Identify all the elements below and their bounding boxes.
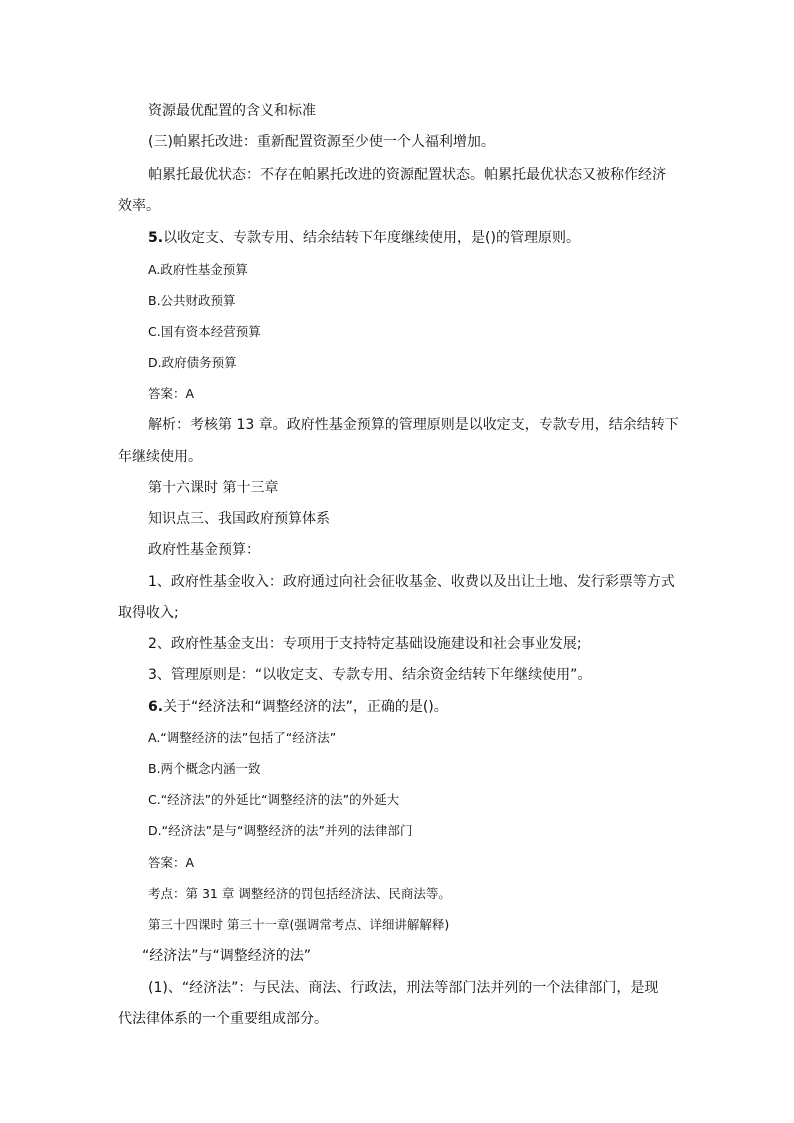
paragraph: (1)、“经济法”：与民法、商法、行政法，刑法等部门法并列的一个法律部门，是现: [148, 980, 659, 996]
list-item-continuation: 取得收入;: [118, 605, 179, 621]
paragraph: 资源最优配置的含义和标准: [148, 103, 316, 119]
paragraph-continuation: 代法律体系的一个重要组成部分。: [118, 1011, 328, 1027]
question-number: 6.: [148, 699, 164, 715]
question-6-stem: [148, 697, 448, 717]
option-d: D.“经济法”是与“调整经济的法”并列的法律部门: [148, 823, 413, 838]
list-item: 2、政府性基金支出：专项用于支持特定基础设施建设和社会事业发展;: [148, 636, 582, 652]
section-heading: 第三十四课时 第三十一章(强调常考点、详细讲解解释): [148, 917, 450, 932]
option-b: B.公共财政预算: [148, 293, 236, 308]
paragraph: 政府性基金预算：: [148, 542, 260, 558]
option-a: A.政府性基金预算: [148, 262, 248, 277]
option-a: A.“调整经济的法”包括了“经济法”: [148, 730, 337, 745]
exam-point: 考点：第 31 章 调整经济的罚包括经济法、民商法等。: [148, 886, 451, 901]
answer: 答案：A: [148, 855, 195, 870]
list-item: 1、政府性基金收入：政府通过向社会征收基金、收费以及出让土地、发行彩票等方式: [148, 574, 675, 590]
question-text: 关于“经济法和“调整经济的法”，正确的是()。: [163, 699, 448, 715]
knowledge-point: 知识点三、我国政府预算体系: [148, 511, 330, 527]
paragraph-continuation: 效率。: [118, 198, 160, 214]
question-number: 5.: [148, 230, 164, 246]
question-text: 以收定支、专款专用、结余结转下年度继续使用，是()的管理原则。: [163, 230, 580, 246]
option-d: D.政府债务预算: [148, 355, 237, 370]
question-5-stem: [148, 228, 580, 248]
explanation: 解析：考核第 13 章。政府性基金预算的管理原则是以收定支，专款专用，结余结转下: [148, 417, 679, 433]
answer: 答案：A: [148, 386, 195, 401]
option-b: B.两个概念内涵一致: [148, 761, 261, 776]
section-heading: 第十六课时 第十三章: [148, 480, 279, 496]
subheading: “经济法”与“调整经济的法”: [142, 948, 312, 964]
paragraph: (三)帕累托改进：重新配置资源至少使一个人福利增加。: [148, 134, 495, 150]
list-item: 3、管理原则是：“以收定支、专款专用、结余资金结转下年继续使用”。: [148, 667, 592, 683]
explanation-continuation: 年继续使用。: [118, 449, 202, 465]
option-c: C.“经济法”的外延比“调整经济的法”的外延大: [148, 792, 400, 807]
option-c: C.国有资本经营预算: [148, 324, 261, 339]
paragraph: 帕累托最优状态：不存在帕累托改进的资源配置状态。帕累托最优状态又被称作经济: [148, 167, 666, 183]
